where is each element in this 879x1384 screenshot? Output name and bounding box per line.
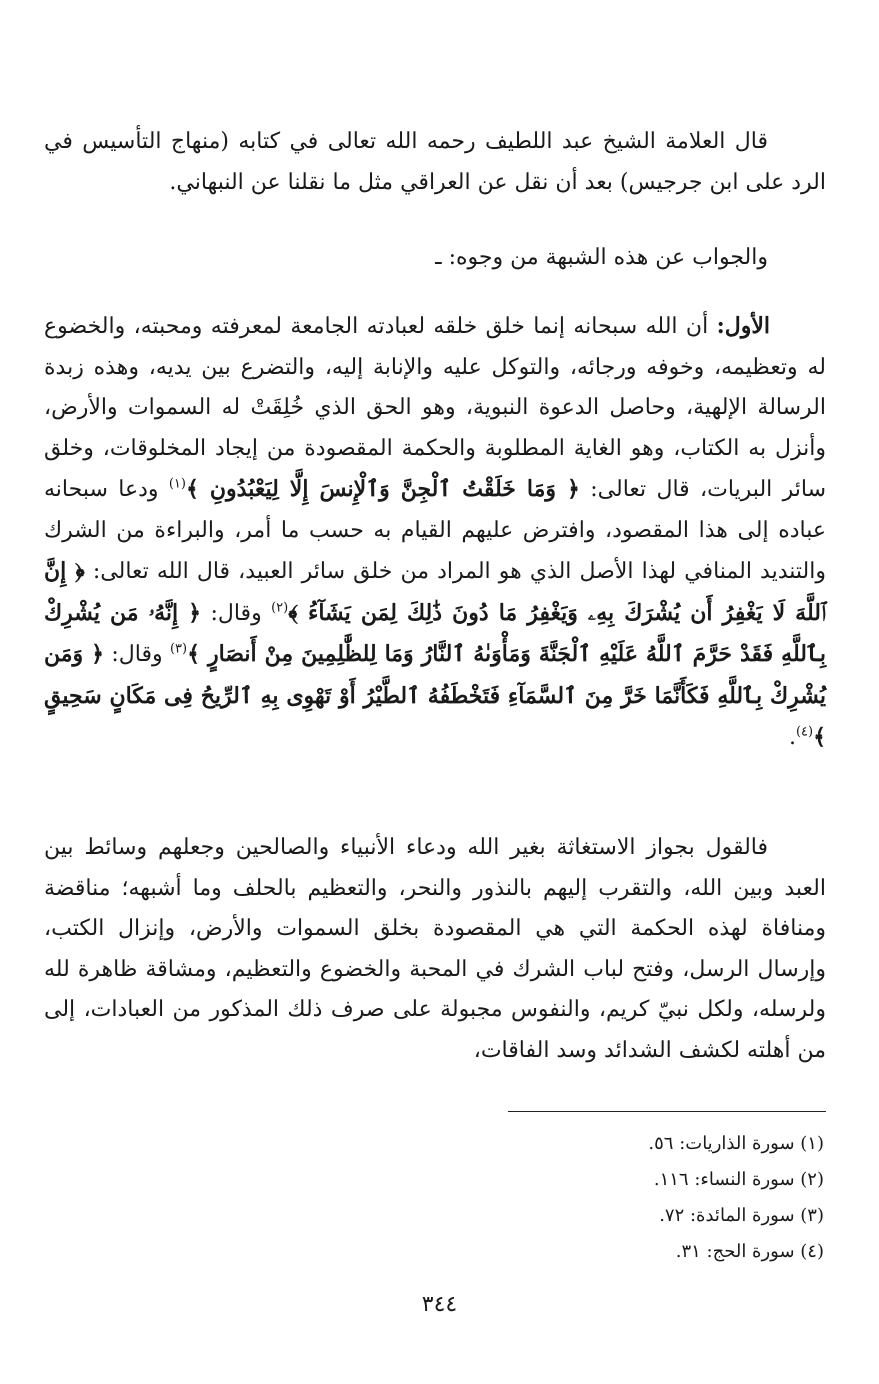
paragraph-conclusion: فالقول بجواز الاستغاثة بغير الله ودعاء الأنبياء والصالحين وجعلهم وسائط بين العبد وبين الله، والتقرب إليهم بالنذور والنحر، والتعظيم بالحلف وما أشبهه؛ مناقضة ومنافاة لهذه الحكمة التي هي المقصودة بخلق السموات والأرض، وإنزال الكتب، وإرسال الرسل، وفتح لباب الشرك في المحبة والخضوع والتعظيم، ومشاقة ظاهرة لله ولرسله، ولكل نبيّ كريم، والنفوس مجبولة على صرف ذلك المذكور من العبادات، إلى من أهلته لكشف الشدائد وسد الفاقات، — [44, 835, 826, 1063]
first-aspect-text-3: وقال: — [201, 600, 272, 626]
footnote-divider — [508, 1111, 826, 1112]
footnote-ref-3: (٣) — [169, 641, 188, 657]
footnote-2: (٢) سورة النساء: ١١٦. — [653, 1169, 824, 1190]
paragraph-intro: قال العلامة الشيخ عبد اللطيف رحمه الله تعالى في كتابه (منهاج التأسيس في الرد على ابن جرجيس) بعد أن نقل عن العراقي مثل ما نقلنا عن النبهاني. — [44, 129, 826, 195]
paragraph-answer: والجواب عن هذه الشبهة من وجوه: ـ — [435, 245, 768, 270]
first-aspect-text-4: وقال: — [104, 642, 170, 667]
first-aspect-heading: الأول: — [716, 313, 770, 339]
footnotes-list — [424, 1126, 824, 1270]
first-aspect-end: . — [788, 725, 796, 750]
quran-verse-4: ﴿ وَمَن يُشْرِكْ بِٱللَّهِ فَكَأَنَّمَا خَرَّ مِنَ ٱلسَّمَآءِ فَتَخْطَفُهُ ٱلطَّيْرُ أَوْ تَهْوِى بِهِ ٱلرِّيحُ فِى مَكَانٍ سَحِيقٍ ﴾ — [44, 641, 826, 750]
footnote-3: (٣) سورة المائدة: ٧٢. — [659, 1205, 824, 1226]
quran-verse-1: ﴿ وَمَا خَلَقْتُ ٱلْجِنَّ وَٱلْإِنسَ إِلَّا لِيَعْبُدُونِ ﴾ — [185, 476, 580, 502]
first-aspect-text-2: ودعا سبحانه عباده إلى هذا المقصود، وافترض عليهم القيام به حسب ما أمر، والبراءة من الشرك والتنديد المنافي لهذا الأصل الذي هو المراد من خلق سائر العبيد، قال الله تعالى: — [44, 477, 826, 584]
footnote-1: (١) سورة الذاريات: ٥٦. — [648, 1133, 824, 1154]
footnote-ref-1: (١) — [168, 476, 186, 492]
quran-verse-3: ﴿ إِنَّهُۥ مَن يُشْرِكْ بِٱللَّهِ فَقَدْ حَرَّمَ ٱللَّهُ عَلَيْهِ ٱلْجَنَّةَ وَمَأْوَىٰهُ ٱلنَّارُ وَمَا لِلظَّٰلِمِينَ مِنْ أَنصَارٍ ﴾ — [44, 599, 826, 667]
quran-verse-2: ﴿ إِنَّ ٱللَّهَ لَا يَغْفِرُ أَن يُشْرَكَ بِهِۦ وَيَغْفِرُ مَا دُونَ ذَٰلِكَ لِمَن يَشَآءُ ﴾ — [44, 558, 826, 626]
footnote-4: (٤) سورة الحج: ٣١. — [675, 1241, 824, 1262]
footnote-ref-2: (٢) — [271, 600, 289, 616]
paragraph-first-aspect — [44, 306, 826, 759]
page-number: ٣٤٤ — [421, 1292, 458, 1317]
footnote-ref-4: (٤) — [795, 724, 814, 740]
first-aspect-text-1: أن الله سبحانه إنما خلق خلقه لعبادته الجامعة لمعرفته ومحبته، والخضوع له وتعظيمه، وخوفه ورجائه، والتوكل عليه والإنابة إليه، والتضرع بين يديه، وهذه زبدة الرسالة الإلهية، وحاصل الدعوة النبوية، وهو الحق الذي خُلِقَتْ له السموات والأرض، وأنزل به الكتاب، وهو الغاية المطلوبة والحكمة المقصودة من إيجاد المخلوقات، وخلق سائر البريات، قال تعالى: — [44, 314, 826, 502]
